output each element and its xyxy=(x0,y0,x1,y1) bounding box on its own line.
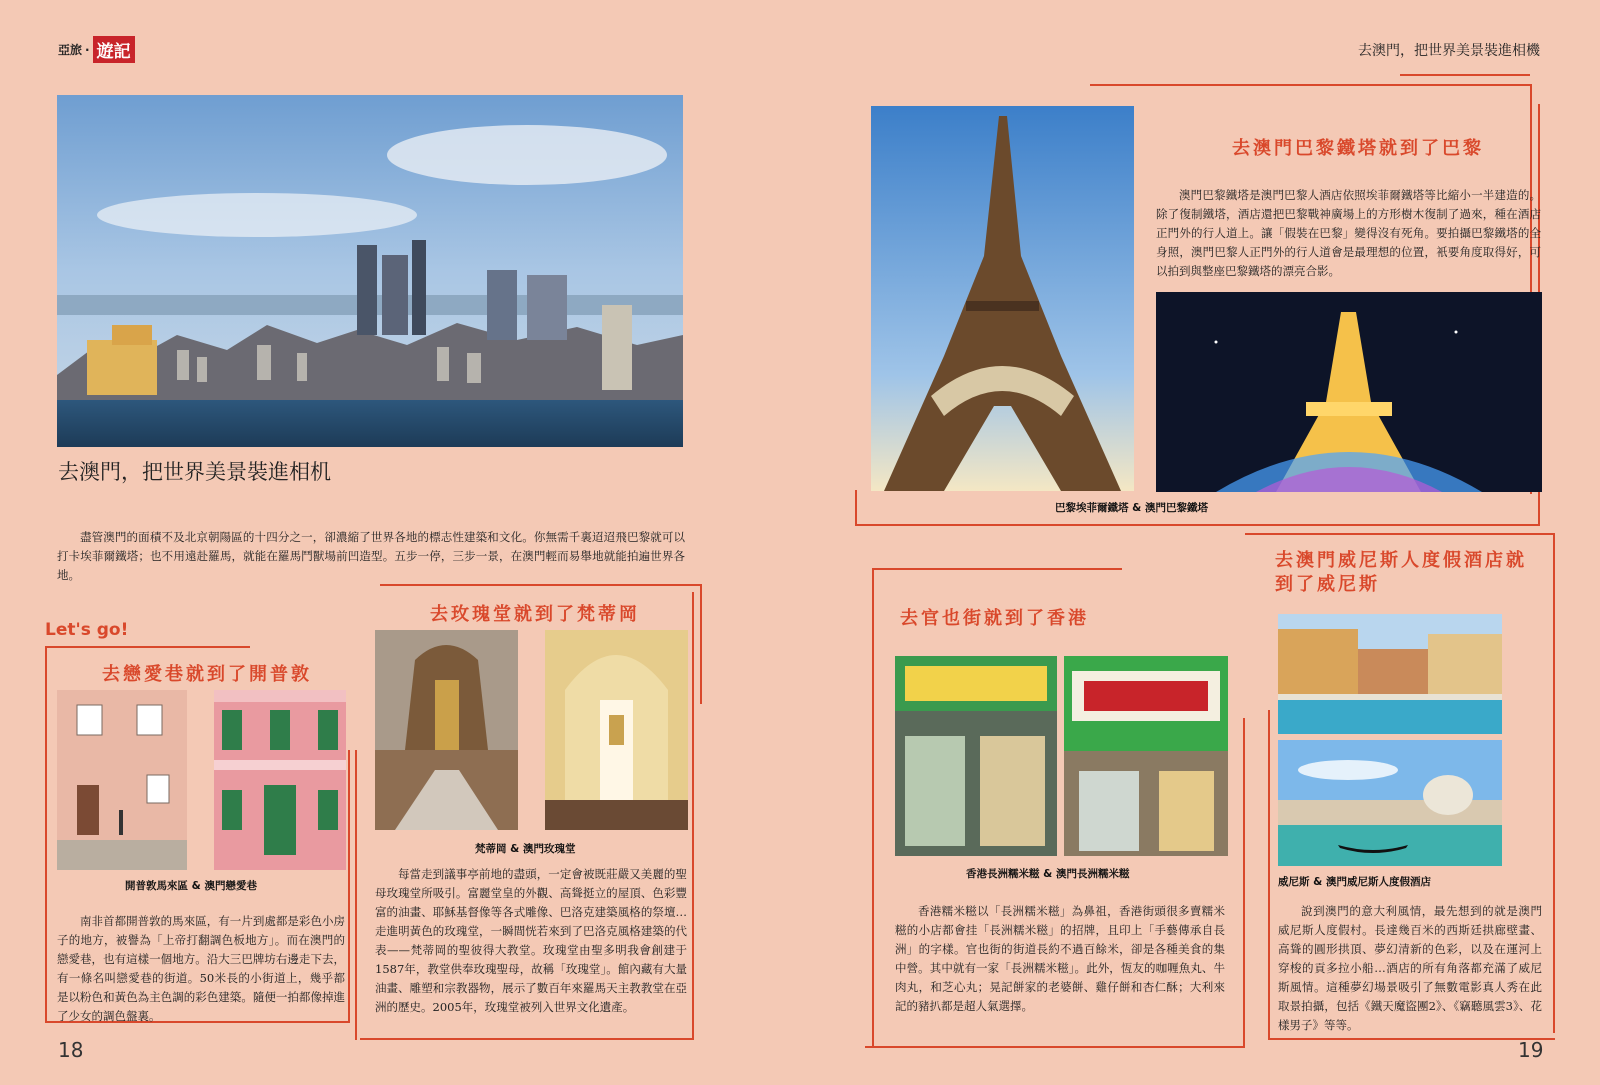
main-intro-text: 盡管澳門的面積不及北京朝陽區的十四分之一，卻濃縮了世界各地的標志性建築和文化。你無需千裏迢迢飛巴黎就可以打卡埃菲爾鐵塔；也不用遠赴羅馬，就能在羅馬鬥獸場前凹造型。五步一停，三步一景，在澳門輕而易舉地就能拍遍世界各地。 xyxy=(57,530,685,582)
header-rule xyxy=(1400,74,1530,76)
vatican-box-right-inner xyxy=(692,592,694,1040)
venetian-macao-photo xyxy=(1278,614,1502,734)
lets-go-label: Let's go! xyxy=(45,620,129,640)
cape-body-text: 南非首都開普敦的馬來區，有一片到處都是彩色小房子的地方，被譽為「上帝打翻調色板地方」。而在澳門的戀愛巷，也有這樣一個地方。沿大三巴牌坊右邊走下去，有一條名叫戀愛巷的街道。50米長的小街道上，幾乎都是以粉色和黃色為主色調的彩色建築。隨便一拍都像掉進了少女的調色盤裏。 xyxy=(57,914,345,1023)
vatican-box-right xyxy=(700,584,702,704)
hk-box-left xyxy=(872,568,874,1046)
venice-caption: 威尼斯 & 澳門威尼斯人度假酒店 xyxy=(1278,876,1431,888)
cape-box-accent xyxy=(355,750,357,1040)
venice-heading-line2: 到了威尼斯 xyxy=(1275,574,1380,595)
hk-box-top xyxy=(872,568,1122,570)
cape-town-photo xyxy=(57,690,187,870)
love-lane-photo xyxy=(214,690,346,870)
paris-box-left xyxy=(855,490,857,526)
macau-paris-tower-photo xyxy=(1156,292,1542,492)
hk-mochi-shop-photo xyxy=(895,656,1057,856)
venice-body-text: 說到澳門的意大利風情，最先想到的就是澳門威尼斯人度假村。長達幾百米的西斯廷拱廊壁畫、高聳的圓形拱頂、夢幻清新的色彩，以及在運河上穿梭的貢多拉小船…酒店的所有角落都充滿了威尼斯風情。這種夢幻場景吸引了無數電影真人秀在此取景拍攝，包括《鐵天魔盜團2》、《竊聽風雲3》、花樣男子》等等。 xyxy=(1278,904,1542,1032)
cape-heading: 去戀愛巷就到了開普敦 xyxy=(102,664,312,685)
macau-skyline-photo xyxy=(57,95,683,447)
venice-box-top xyxy=(1245,533,1555,535)
paris-heading: 去澳門巴黎鐵塔就到了巴黎 xyxy=(1232,138,1484,159)
vatican-box-top xyxy=(380,584,702,586)
hk-heading: 去官也街就到了香港 xyxy=(900,608,1089,629)
main-article-title: 去澳門，把世界美景裝進相机 xyxy=(58,460,331,484)
st-dominic-church-photo xyxy=(545,630,688,830)
vatican-heading: 去玫瑰堂就到了梵蒂岡 xyxy=(430,604,640,625)
st-peters-interior-photo xyxy=(375,630,518,830)
paris-box-bottom xyxy=(855,524,1540,526)
page-number-right: 19 xyxy=(1518,1038,1544,1062)
venice-box-bottom xyxy=(1268,1038,1555,1040)
venice-box-left xyxy=(1268,710,1270,1040)
magazine-brand xyxy=(58,36,135,63)
hk-body-text: 香港糯米糍以「長洲糯米糍」為鼻祖，香港街頭很多賣糯米糍的小店都會挂「長洲糯米糍」的招牌，且印上「手藝傳承自長洲」的字樣。官也街的街道長約不過百餘米，卻是各種美食的集中營。其中就有一家「長洲糯米糍」。此外，恆友的咖喱魚丸、牛肉丸，和芝心丸；晃記餅家的老婆餅、雞仔餅和杏仁酥；大利來記的豬扒都是超人氣選擇。 xyxy=(895,904,1225,1013)
brand-dot: · xyxy=(85,42,90,57)
paris-caption: 巴黎埃菲爾鐵塔 & 澳門巴黎鐵塔 xyxy=(1055,502,1208,514)
cape-box-top xyxy=(45,646,250,648)
running-title: 去澳門，把世界美景裝進相機 xyxy=(1358,43,1540,59)
vatican-caption: 梵蒂岡 & 澳門玫瑰堂 xyxy=(475,843,576,855)
cape-box-right xyxy=(348,750,350,1023)
brand-badge: 遊記 xyxy=(93,36,135,63)
venice-heading xyxy=(1275,549,1527,597)
paris-body-text: 澳門巴黎鐵塔是澳門巴黎人酒店依照埃菲爾鐵塔等比縮小一半建造的。除了復制鐵塔，酒店還把巴黎戰神廣場上的方形樹木復制了過來，種在酒店正門外的行人道上。讓「假裝在巴黎」變得沒有死角。要拍攝巴黎鐵塔的全身照，澳門巴黎人正門外的行人道會是最理想的位置，衹要角度取得好，可以拍到與整座巴黎鐵塔的漂亮合影。 xyxy=(1156,188,1541,278)
hk-box-bottom xyxy=(865,1046,1245,1048)
venice-box-right xyxy=(1553,533,1555,1033)
cape-box-left xyxy=(45,646,47,1023)
macau-mochi-shop-photo xyxy=(1064,656,1228,856)
eiffel-tower-photo xyxy=(871,106,1134,491)
venice-grand-canal-photo xyxy=(1278,740,1502,866)
page-number-left: 18 xyxy=(58,1038,84,1062)
vatican-box-bottom xyxy=(360,1038,694,1040)
hk-box-right xyxy=(1243,718,1245,1048)
brand-prefix: 亞旅 xyxy=(58,43,83,57)
cape-caption: 開普敦馬來區 & 澳門戀愛巷 xyxy=(125,880,257,892)
vatican-body-text: 每當走到議事亭前地的盡頭，一定會被既莊嚴又美麗的聖母玫瑰堂所吸引。富麗堂皇的外觀、高聳挺立的屋頂、色彩豐富的油畫、耶穌基督像等各式雕像、巴洛克建築風格的祭壇…走進明黃色的玫瑰堂，一瞬間恍若來到了巴洛克風格建築的代表——梵蒂岡的聖彼得大教堂。玫瑰堂由聖多明我會創建于1587年，教堂供奉玫瑰聖母，故稱「玫瑰堂」。館內藏有大量油畫、雕塑和宗教器物，展示了數百年來羅馬天主教教堂在亞洲的歷史。2005年，玫瑰堂被列入世界文化遺產。 xyxy=(375,867,687,1014)
paris-box-top xyxy=(1090,84,1530,86)
venice-heading-line1: 去澳門威尼斯人度假酒店就 xyxy=(1275,550,1527,571)
hk-caption: 香港長洲糯米糍 & 澳門長洲糯米糍 xyxy=(966,868,1130,880)
